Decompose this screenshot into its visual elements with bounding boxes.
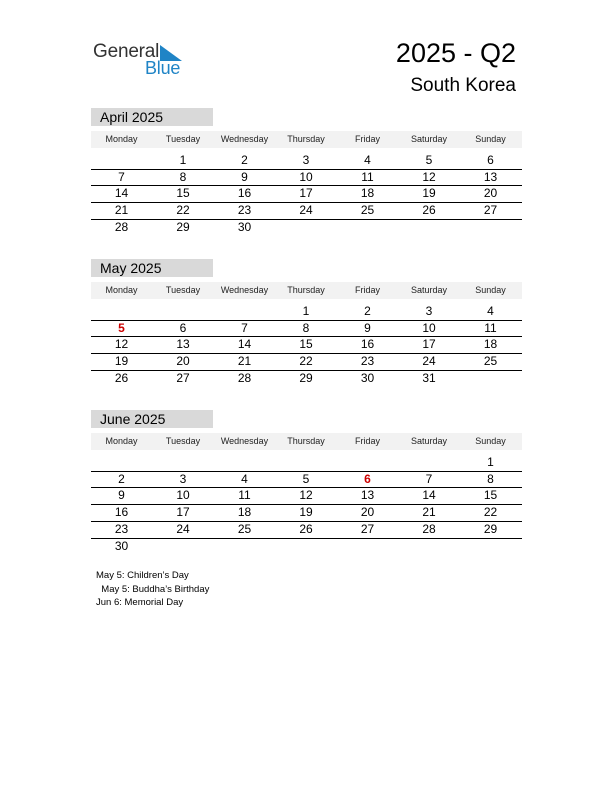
weekday-label: Wednesday [220, 436, 269, 446]
day-cell: 1 [302, 304, 310, 318]
day-cell: 3 [302, 153, 310, 167]
day-cell: 26 [422, 203, 436, 218]
weekday-header [91, 433, 522, 450]
day-cell: 30 [360, 370, 375, 385]
day-cell: 9 [118, 488, 125, 503]
day-cell: 15 [176, 186, 190, 201]
day-cell: 23 [114, 521, 129, 536]
day-cell: 12 [422, 169, 436, 184]
day-cell: 13 [360, 488, 375, 503]
page-title: 2025 - Q2 [395, 38, 516, 68]
day-cell: 27 [176, 370, 190, 385]
day-cell: 15 [299, 337, 313, 352]
day-cell: 15 [483, 488, 498, 503]
day-cell: 2 [241, 153, 248, 167]
weekday-header [91, 282, 522, 299]
month-title: May 2025 [91, 259, 213, 277]
day-cell: 30 [237, 219, 252, 234]
day-cell: 26 [114, 370, 129, 385]
day-cell: 20 [360, 505, 375, 520]
day-cell: 13 [176, 337, 190, 352]
weekday-header [91, 131, 522, 148]
day-cell: 14 [422, 488, 436, 503]
day-cell: 1 [487, 455, 494, 469]
day-cell: 10 [299, 169, 313, 184]
weekday-label: Wednesday [220, 285, 269, 295]
weekday-label: Saturday [410, 436, 448, 446]
holiday-note: Jun 6: Memorial Day [96, 597, 184, 608]
day-cell: 29 [176, 219, 190, 234]
day-cell: 28 [114, 219, 129, 234]
holiday-note: May 5: Buddha’s Birthday [96, 583, 210, 595]
day-cell: 17 [176, 505, 190, 520]
day-cell: 3 [179, 471, 187, 486]
day-cell: 7 [425, 471, 433, 486]
country-name: South Korea [410, 75, 516, 96]
day-cell: 18 [483, 337, 498, 352]
day-cell: 20 [483, 186, 498, 201]
day-cell: 23 [360, 354, 375, 369]
day-cell: 6 [364, 471, 371, 486]
weekday-label: Sunday [475, 134, 506, 144]
holiday-note: May 5: Children’s Day [96, 570, 189, 581]
month-title: June 2025 [91, 410, 213, 428]
day-cell: 9 [241, 169, 248, 184]
day-cell: 9 [364, 320, 371, 335]
day-cell: 16 [237, 186, 252, 201]
day-cell: 13 [483, 169, 498, 184]
day-cell: 16 [114, 505, 129, 520]
day-cell: 28 [422, 521, 436, 536]
day-cell: 8 [179, 169, 187, 184]
day-cell: 14 [114, 186, 129, 201]
day-cell: 12 [299, 488, 313, 503]
day-cell: 11 [361, 169, 374, 184]
day-cell: 7 [241, 320, 248, 335]
weekday-label: Tuesday [165, 436, 201, 446]
weekday-label: Saturday [410, 134, 448, 144]
day-cell: 20 [176, 354, 190, 369]
holiday-notes [96, 569, 209, 610]
weekday-label: Friday [354, 436, 380, 446]
day-cell: 4 [241, 471, 248, 486]
day-cell: 19 [422, 186, 436, 201]
day-cell: 28 [237, 370, 252, 385]
week-divider [91, 538, 522, 539]
weekday-label: Saturday [410, 285, 448, 295]
weekday-label: Monday [105, 285, 138, 295]
day-cell: 17 [422, 337, 436, 352]
day-cell: 18 [360, 186, 375, 201]
weekday-label: Monday [105, 134, 138, 144]
day-cell: 31 [422, 370, 436, 385]
day-cell: 29 [299, 370, 313, 385]
month-title: April 2025 [91, 108, 213, 126]
day-cell: 19 [299, 505, 313, 520]
day-cell: 26 [299, 521, 313, 536]
day-cell: 21 [114, 203, 129, 218]
day-cell: 21 [237, 354, 252, 369]
day-cell: 24 [299, 203, 313, 218]
brand-general: General [93, 41, 160, 62]
day-cell: 22 [299, 354, 313, 369]
brand-logo [93, 41, 193, 77]
weekday-label: Wednesday [220, 134, 269, 144]
weekday-label: Sunday [475, 436, 506, 446]
day-cell: 27 [483, 203, 498, 218]
weekday-label: Tuesday [165, 285, 201, 295]
day-cell: 22 [483, 505, 498, 520]
day-cell: 18 [237, 505, 252, 520]
weekday-label: Thursday [287, 134, 325, 144]
day-cell: 5 [425, 153, 433, 167]
day-cell: 6 [487, 153, 494, 167]
day-cell: 12 [114, 337, 129, 352]
weekday-label: Monday [105, 436, 138, 446]
day-cell: 25 [483, 354, 498, 369]
day-cell: 4 [364, 153, 371, 167]
brand-blue: Blue [145, 58, 181, 78]
day-cell: 5 [302, 471, 310, 486]
weekday-label: Tuesday [165, 134, 201, 144]
weekday-label: Thursday [287, 436, 325, 446]
day-cell: 11 [484, 320, 497, 335]
day-cell: 4 [487, 304, 494, 318]
day-cell: 17 [299, 186, 313, 201]
day-cell: 22 [176, 203, 190, 218]
weekday-label: Friday [354, 134, 380, 144]
day-cell: 24 [176, 521, 190, 536]
day-cell: 30 [114, 538, 129, 553]
day-cell: 3 [425, 304, 433, 318]
day-cell: 10 [176, 488, 190, 503]
day-cell: 8 [487, 471, 494, 486]
day-cell: 23 [237, 203, 252, 218]
day-cell: 24 [422, 354, 436, 369]
day-cell: 27 [360, 521, 375, 536]
day-cell: 16 [360, 337, 375, 352]
weekday-label: Friday [354, 285, 380, 295]
day-cell: 10 [422, 320, 436, 335]
day-cell: 2 [118, 471, 125, 486]
day-cell: 6 [179, 320, 187, 335]
day-cell: 14 [237, 337, 252, 352]
day-cell: 29 [483, 521, 498, 536]
day-cell: 1 [179, 153, 187, 167]
day-cell: 25 [237, 521, 252, 536]
day-cell: 2 [364, 304, 371, 318]
day-cell: 7 [118, 169, 125, 184]
day-cell: 8 [302, 320, 310, 335]
day-cell: 19 [114, 354, 129, 369]
weekday-label: Thursday [287, 285, 325, 295]
day-cell: 5 [118, 320, 125, 335]
weekday-label: Sunday [475, 285, 506, 295]
day-cell: 25 [360, 203, 375, 218]
day-cell: 21 [422, 505, 436, 520]
day-cell: 11 [238, 488, 251, 503]
